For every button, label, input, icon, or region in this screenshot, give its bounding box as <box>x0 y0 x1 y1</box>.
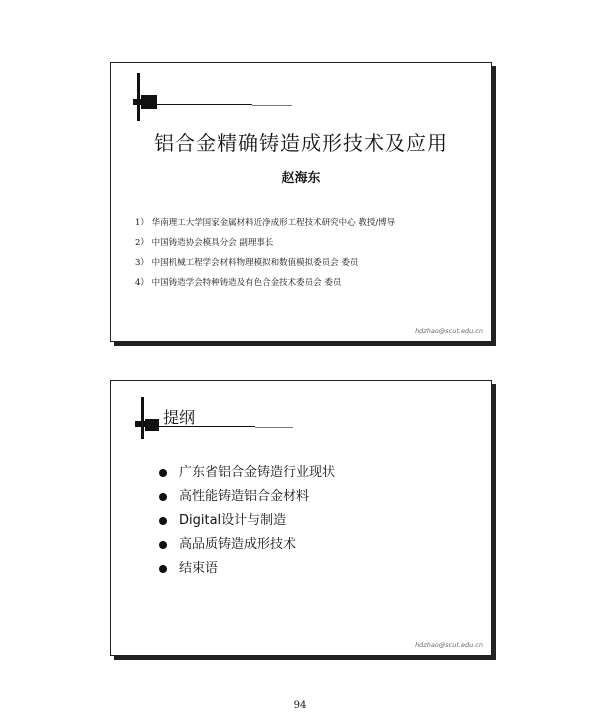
page-number: 94 <box>293 700 307 711</box>
outline-bullet-item <box>159 557 335 581</box>
bullet-text: 结束语 <box>179 561 219 576</box>
outline-bullet-item <box>159 485 335 509</box>
bullet-icon <box>159 469 167 477</box>
affiliation-item: 2） 中国铸造协会模具分会 副理事长 <box>135 238 274 248</box>
outline-bullet-item <box>159 509 335 533</box>
affiliation-item: 4） 中国铸造学会特种铸造及有色合金技术委员会 委员 <box>135 278 342 288</box>
outline-bullet-item <box>159 461 335 485</box>
outline-title: 提纲 <box>163 408 196 427</box>
slide-title <box>110 62 492 342</box>
outline-bullet-item <box>159 533 335 557</box>
bullet-icon <box>159 517 167 525</box>
bullet-icon <box>159 541 167 549</box>
bullet-text: 高品质铸造成形技术 <box>179 537 297 552</box>
affiliations-list <box>135 213 480 293</box>
footer-email: hdzhao@scut.edu.cn <box>415 327 483 335</box>
bullet-text: Digital设计与制造 <box>179 513 287 528</box>
footer-email: hdzhao@scut.edu.cn <box>415 641 483 649</box>
affiliation-item: 1） 华南理工大学国家金属材料近净成形工程技术研究中心 教授/博导 <box>135 218 396 228</box>
outline-bullet-list <box>159 461 335 581</box>
bullet-icon <box>159 565 167 573</box>
author-name: 赵海东 <box>281 171 321 186</box>
bullet-icon <box>159 493 167 501</box>
bullet-text: 广东省铝合金铸造行业现状 <box>179 465 336 480</box>
slide-title-text: 铝合金精确铸造成形技术及应用 <box>154 131 448 155</box>
affiliation-item: 3） 中国机械工程学会材料物理模拟和数值模拟委员会 委员 <box>135 258 359 268</box>
bullet-text: 高性能铸造铝合金材料 <box>179 489 310 504</box>
slide-outline <box>110 380 492 656</box>
